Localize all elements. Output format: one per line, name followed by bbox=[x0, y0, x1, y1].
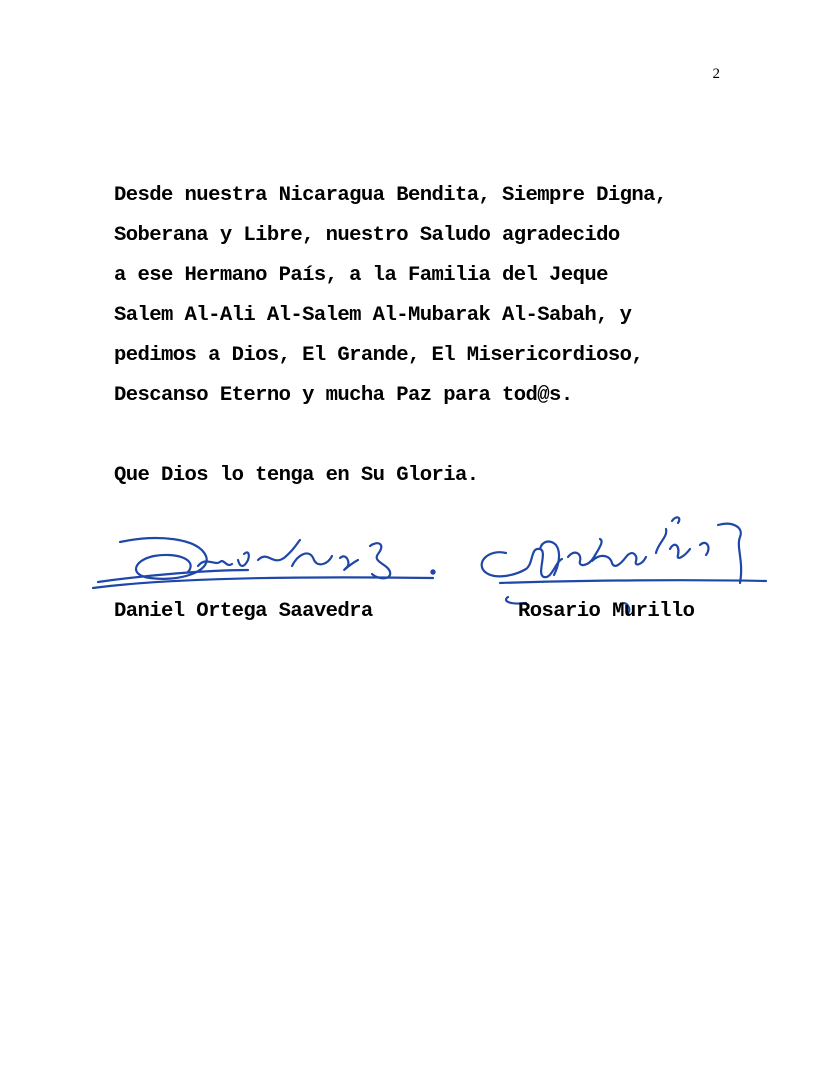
letter-line: Descanso Eterno y mucha Paz para tod@s. bbox=[114, 384, 573, 407]
letter-body bbox=[114, 176, 734, 416]
letter-line: pedimos a Dios, El Grande, El Misericordioso, bbox=[114, 344, 644, 367]
letter-line: Salem Al-Ali Al-Salem Al-Mubarak Al-Sabah, y bbox=[114, 304, 632, 327]
signer-name-2: Rosario Murillo bbox=[518, 600, 695, 623]
closing-line: Que Dios lo tenga en Su Gloria. bbox=[114, 464, 479, 487]
page-number: 2 bbox=[712, 66, 720, 82]
letter-line: Desde nuestra Nicaragua Bendita, Siempre Digna, bbox=[114, 184, 667, 207]
letter-line: a ese Hermano País, a la Familia del Jeque bbox=[114, 264, 608, 287]
letter-line: Soberana y Libre, nuestro Saludo agradecido bbox=[114, 224, 620, 247]
signer-name-1: Daniel Ortega Saavedra bbox=[114, 600, 373, 623]
signature-daniel-ortega bbox=[88, 520, 448, 600]
